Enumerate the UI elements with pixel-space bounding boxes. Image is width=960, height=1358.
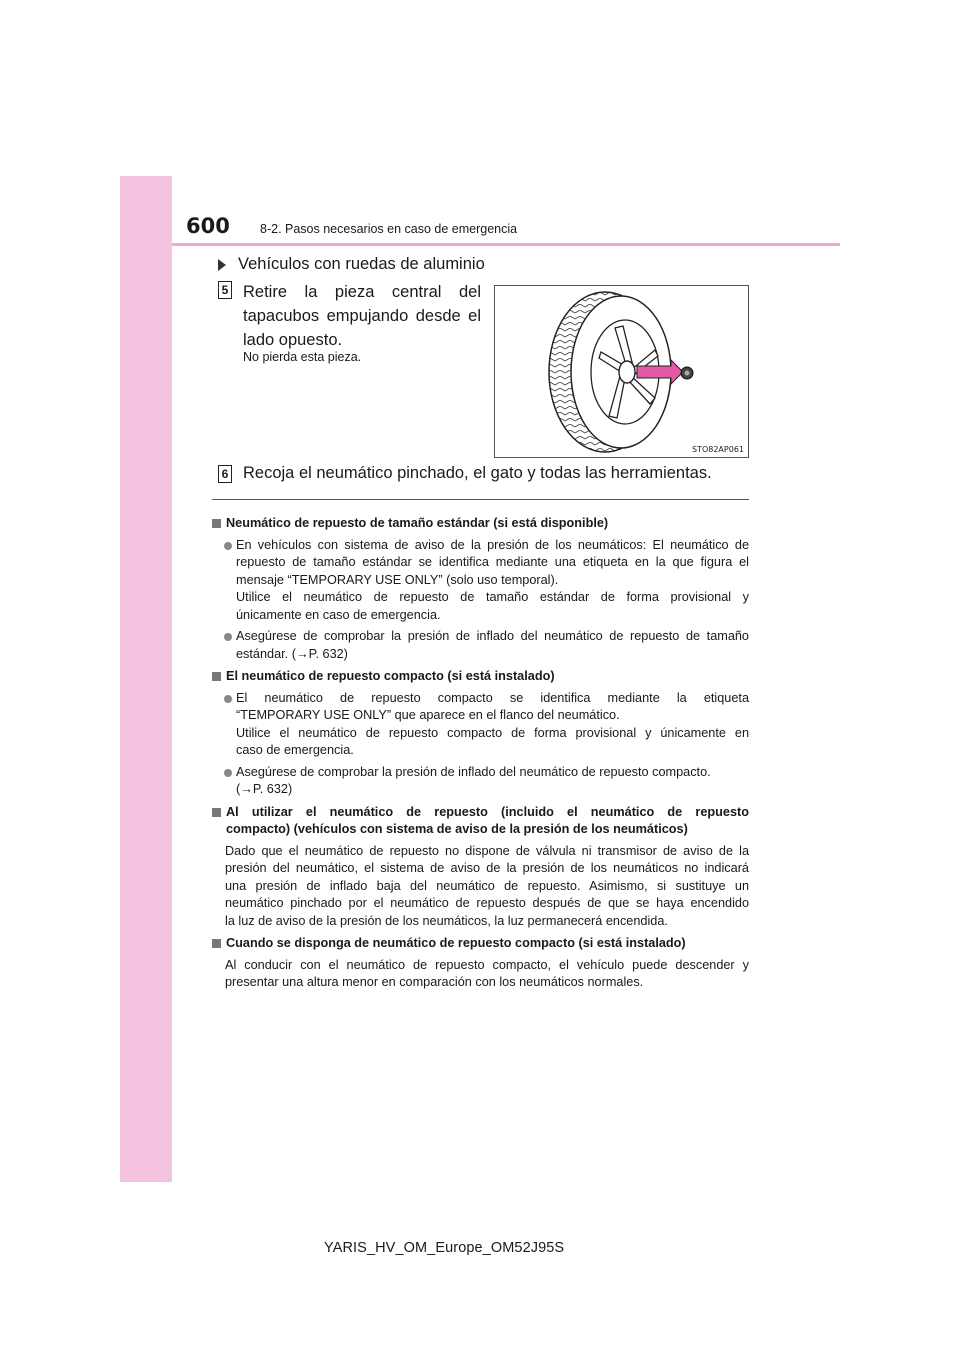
square-bullet-icon <box>212 672 221 681</box>
document-footer: YARIS_HV_OM_Europe_OM52J95S <box>324 1240 565 1256</box>
step-5-badge: 5 <box>218 281 232 299</box>
note-bullet: Asegúrese de comprobar la presión de inflado del neumático de repuesto compacto. (→P. 632) <box>212 764 749 799</box>
sub-heading-text: Vehículos con ruedas de aluminio <box>238 255 485 273</box>
circle-bullet-icon <box>224 542 232 550</box>
note-title: Al utilizar el neumático de repuesto (incluido el neumático de repuesto compacto) (vehículos con sistema de aviso de la presión de los neumáticos) <box>212 804 749 839</box>
square-bullet-icon <box>212 519 221 528</box>
sub-heading <box>218 255 485 274</box>
note-title: Neumático de repuesto de tamaño estándar (si está disponible) <box>212 515 749 533</box>
page-number: 600 <box>186 214 230 238</box>
note-title: Cuando se disponga de neumático de repuesto compacto (si está instalado) <box>212 935 749 953</box>
note-bullet: El neumático de repuesto compacto se identifica mediante la etiqueta “TEMPORARY USE ONLY” que aparece en el flanco del neumático. Utilice el neumático de repuesto compacto de forma provisional y únicamente en caso de emergencia. <box>212 690 749 760</box>
tire-illustration <box>494 285 749 458</box>
square-bullet-icon <box>212 939 221 948</box>
step-6-text: Recoja el neumático pinchado, el gato y todas las herramientas. <box>243 464 712 482</box>
page-reference[interactable]: (→P. 632) <box>236 782 293 796</box>
step-5-text: Retire la pieza central del tapacubos empujando desde el lado opuesto. <box>243 283 481 349</box>
side-tab-strip <box>120 176 172 1182</box>
section-divider <box>212 499 749 500</box>
circle-bullet-icon <box>224 769 232 777</box>
note-paragraph: Dado que el neumático de repuesto no dispone de válvula ni transmisor de aviso de la presión del neumático, el sistema de aviso de la presión de los neumáticos no indicará una presión de inflado baja del neumático de repuesto. Asimismo, si sustituye un neumático pinchado por el neumático de repuesto después de que se haya encendido la luz de aviso de la presión de los neumáticos, la luz permanecerá encendida. <box>225 843 749 928</box>
step-5-note: No pierda esta pieza. <box>243 350 362 364</box>
note-paragraph: Al conducir con el neumático de repuesto compacto, el vehículo puede descender y presentar una altura menor en comparación con los neumáticos normales. <box>225 957 749 989</box>
section-title: 8-2. Pasos necesarios en caso de emergencia <box>260 222 518 236</box>
note-title: El neumático de repuesto compacto (si está instalado) <box>212 668 749 686</box>
square-bullet-icon <box>212 808 221 817</box>
circle-bullet-icon <box>224 633 232 641</box>
note-bullet: En vehículos con sistema de aviso de la presión de los neumáticos: El neumático de repuesto de tamaño estándar se identifica mediante una etiqueta en la que figura el mensaje “TEMPORARY USE ONLY” (solo uso temporal). Utilice el neumático de repuesto de tamaño estándar de forma provisional y únicamente en caso de emergencia. <box>212 537 749 625</box>
step-6-badge: 6 <box>218 465 232 483</box>
notes-section <box>212 510 749 992</box>
figure-code: STO82AP061 <box>691 445 744 454</box>
triangle-bullet-icon <box>218 259 226 271</box>
tire-hubcap-removal-icon <box>495 286 750 459</box>
header-rule <box>172 243 840 246</box>
circle-bullet-icon <box>224 695 232 703</box>
note-bullet: Asegúrese de comprobar la presión de inflado del neumático de repuesto de tamaño estándar. (→P. 632) <box>212 628 749 663</box>
page-reference[interactable]: estándar. (→P. 632) <box>236 646 348 661</box>
